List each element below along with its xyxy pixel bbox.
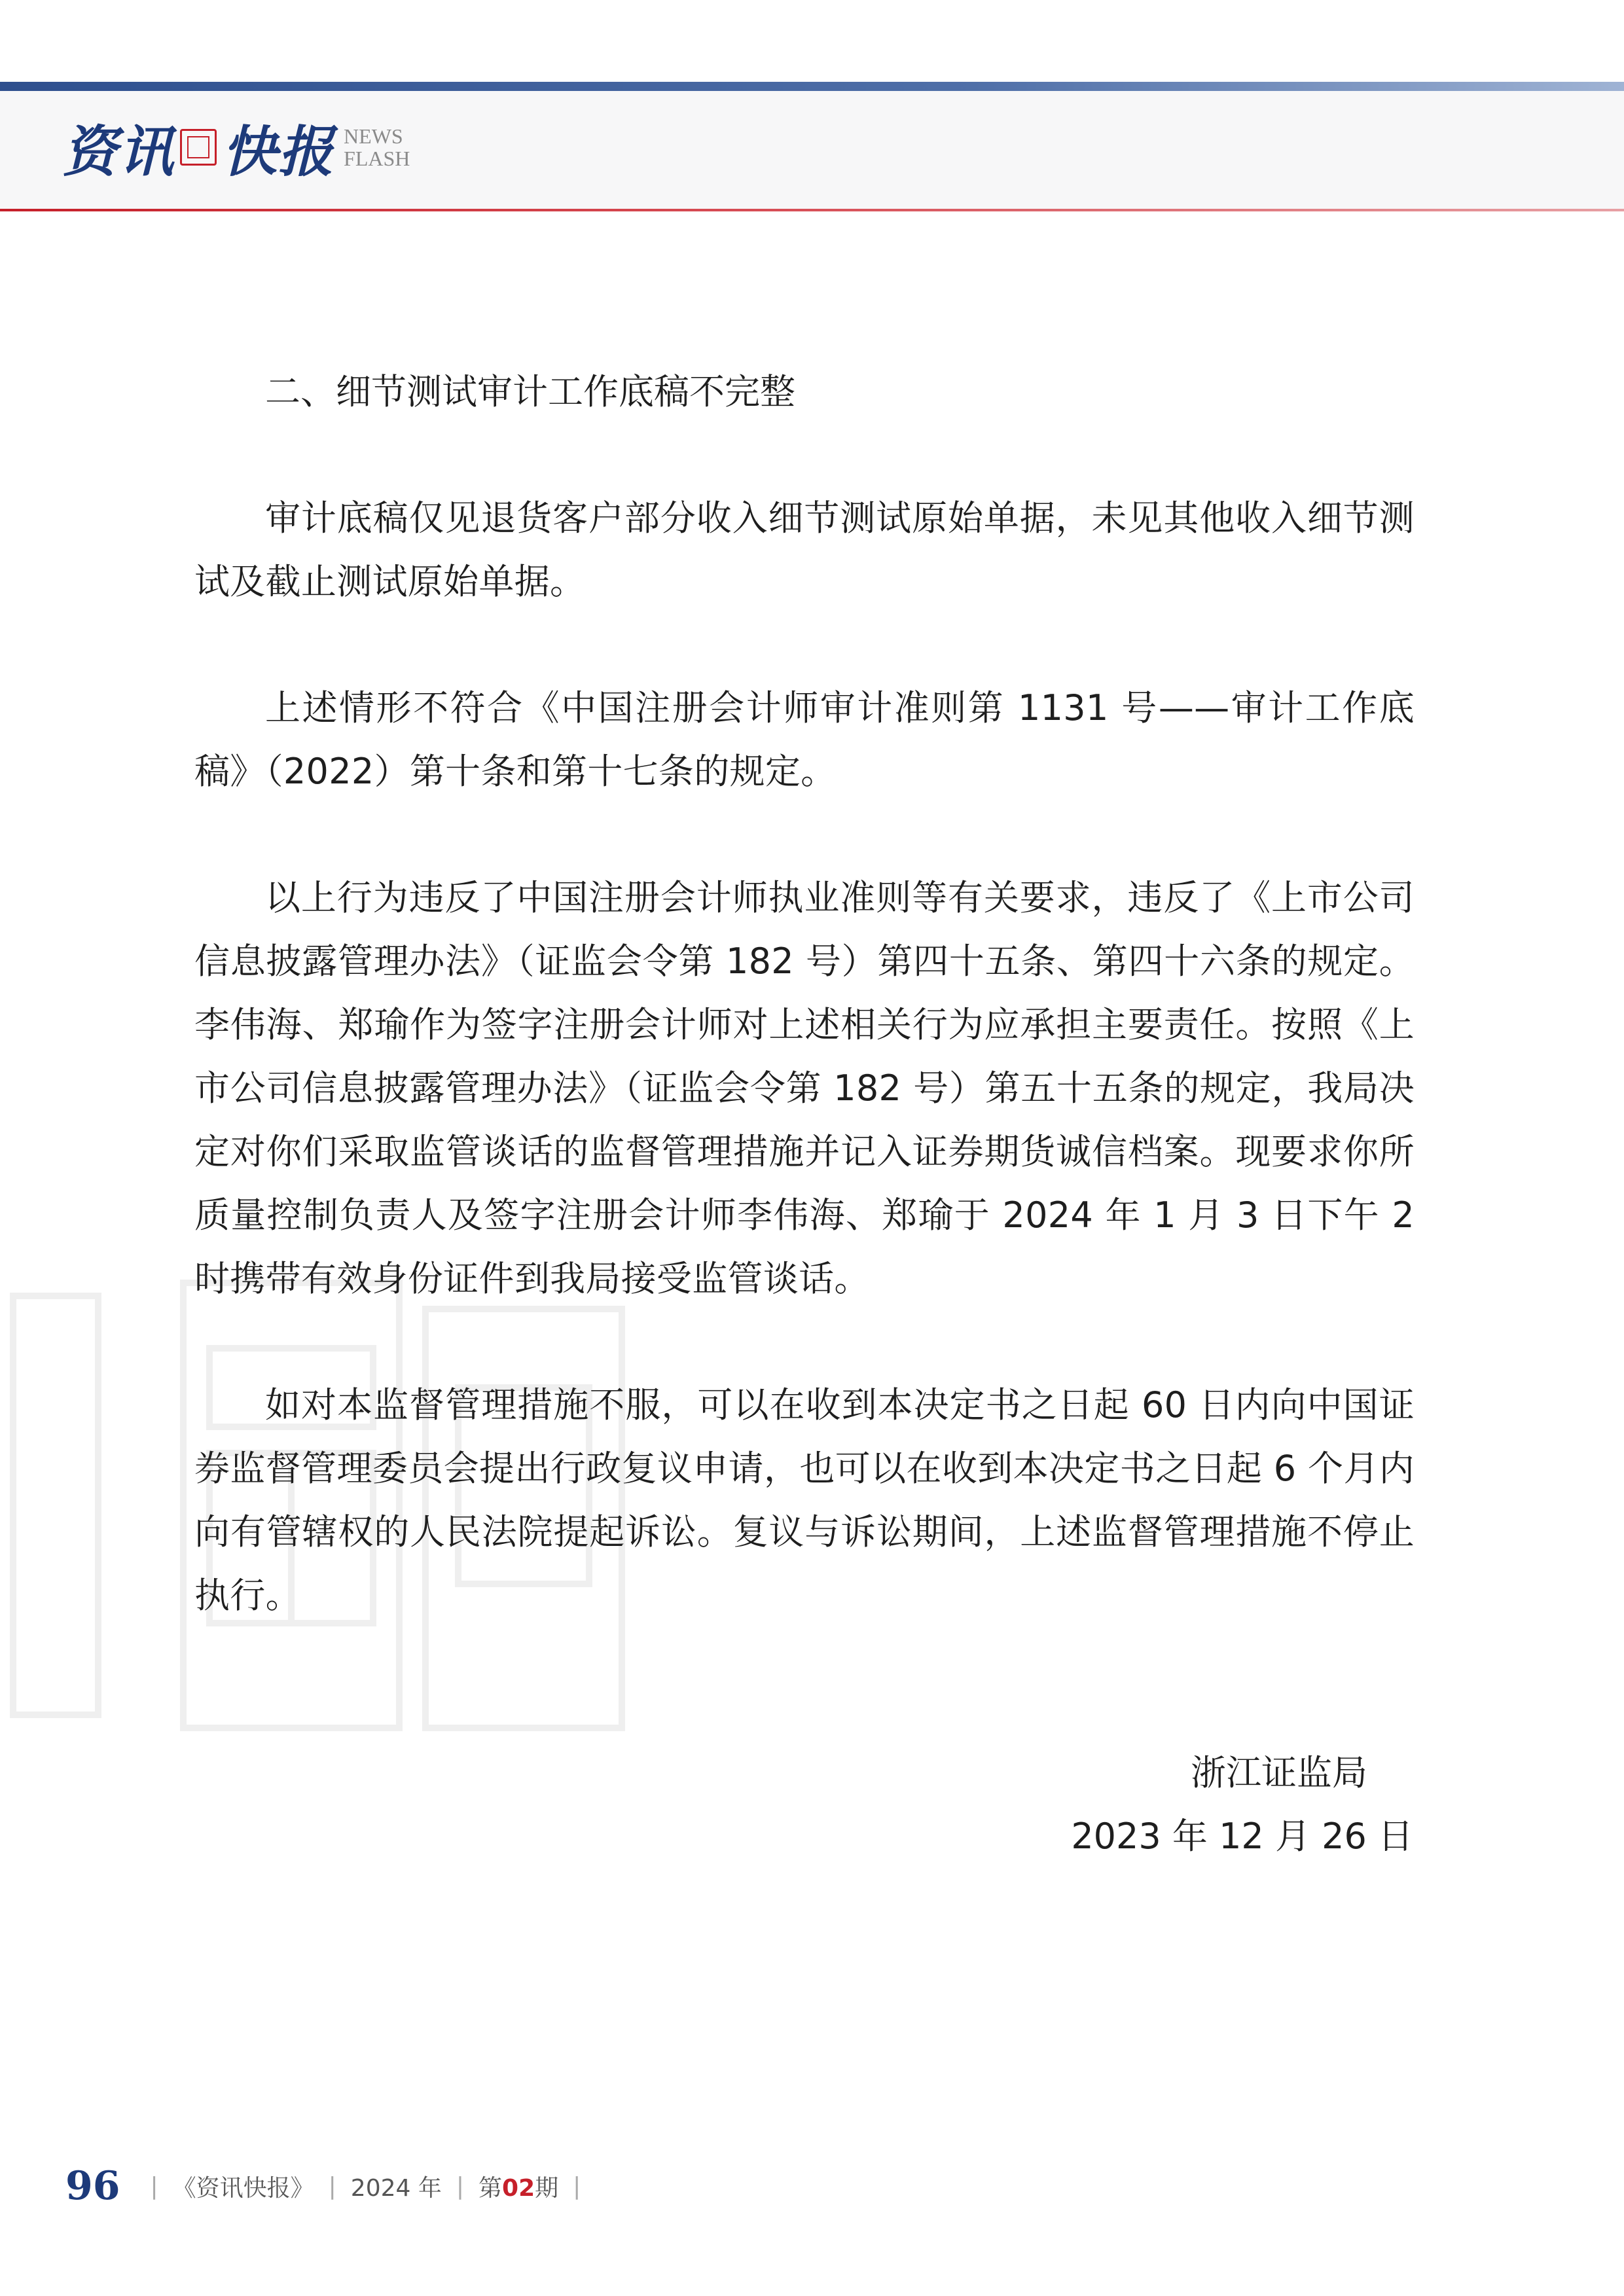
issue-number: 02 — [502, 2174, 535, 2202]
issue-label — [478, 2170, 558, 2203]
paragraph-regulatory-measure: 以上行为违反了中国注册会计师执业准则等有关要求，违反了《上市公司信息披露管理办法》（证监会令第 182 号）第四十五条、第四十六条的规定。李伟海、郑瑜作为签字注册会计师对上述相关行为应承担主要责任。按照《上市公司信息披露管理办法》（证监会令第 182 号）第五十五条的规定，我局决定对你们采取监管谈话的监督管理措施并记入证券期货诚信档案。现要求你所质量控制负责人及签字注册会计师李伟海、郑瑜于 2024 年 1 月 3 日下午 2 时携带有效身份证件到我局接受监管谈话。 — [194, 877, 1415, 1299]
header-top-bar — [0, 82, 1624, 91]
masthead — [62, 108, 410, 187]
document-body — [194, 360, 1415, 1690]
red-seal-icon — [180, 129, 217, 166]
section-heading: 二、细节测试审计工作底稿不完整 — [265, 371, 795, 412]
page-footer — [65, 2160, 595, 2212]
issue-suffix: 期 — [535, 2174, 559, 2202]
paragraph-audit-findings: 审计底稿仅见退货客户部分收入细节测试原始单据，未见其他收入细节测试及截止测试原始单据。 — [194, 497, 1415, 602]
paragraph-standard-violation: 上述情形不符合《中国注册会计师审计准则第 1131 号——审计工作底稿》（2022）第十条和第十七条的规定。 — [194, 687, 1415, 792]
footer-divider: | — [456, 2172, 464, 2200]
footer-divider: | — [328, 2172, 336, 2200]
masthead-english — [344, 125, 410, 170]
signature-block — [1071, 1741, 1413, 1868]
paragraph-appeal-rights: 如对本监督管理措施不服，可以在收到本决定书之日起 60 日内向中国证券监督管理委员会提出行政复议申请，也可以在收到本决定书之日起 6 个月内向有管辖权的人民法院提起诉讼。复议与诉讼期间，上述监督管理措施不停止执行。 — [194, 1384, 1415, 1616]
masthead-english-line2: FLASH — [344, 147, 410, 170]
publication-year: 2024 年 — [350, 2174, 442, 2202]
page-number: 96 — [65, 2163, 120, 2209]
masthead-english-line1: NEWS — [344, 124, 403, 148]
footer-divider: | — [150, 2172, 158, 2200]
issue-date: 2023 年 12 月 26 日 — [1071, 1816, 1413, 1857]
issue-prefix: 第 — [478, 2174, 503, 2202]
publication-name: 《资讯快报》 — [172, 2174, 314, 2202]
issuing-organization: 浙江证监局 — [1191, 1752, 1367, 1793]
masthead-title-left: 资讯 — [62, 118, 175, 184]
masthead-title-right: 快报 — [222, 118, 335, 184]
footer-divider: | — [573, 2172, 581, 2200]
header-red-rule — [0, 209, 1624, 211]
